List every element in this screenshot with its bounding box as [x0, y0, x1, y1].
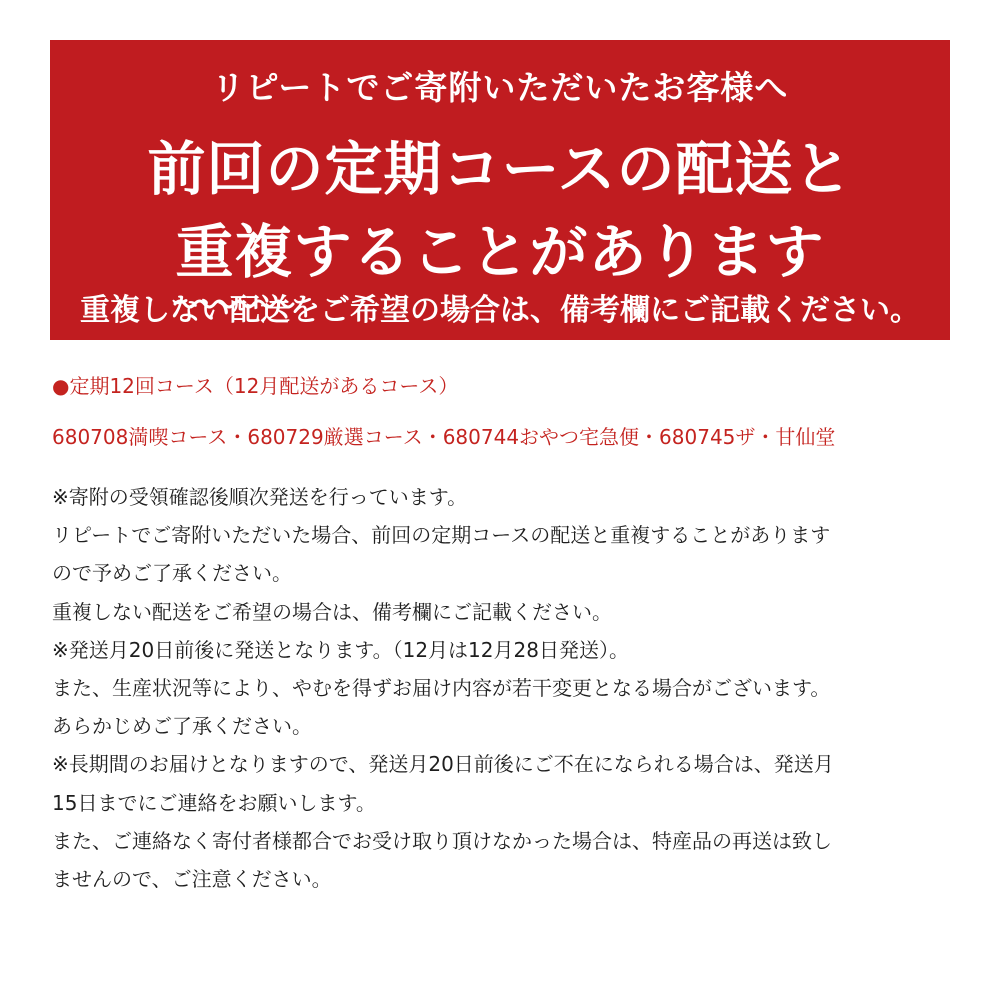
- note-line: あらかじめご了承ください。: [52, 714, 312, 739]
- banner-request: 重複しない配送をご希望の場合は、備考欄にご記載ください。: [80, 293, 920, 328]
- course-list: 680708満喫コース・680729厳選コース・680744おやつ宅急便・680745ザ・甘仙堂: [52, 425, 836, 449]
- headline-line2-rest: することがあります: [293, 218, 825, 286]
- banner-headline-line1: 前回の定期コースの配送と: [147, 135, 853, 203]
- note-line: リピートでご寄附いただいた場合、前回の定期コースの配送と重複することがあります: [52, 523, 831, 548]
- note-line: 重複しない配送をご希望の場合は、備考欄にご記載ください。: [52, 599, 612, 624]
- banner-headline-line2: [50, 205, 950, 289]
- notes-list: [52, 478, 962, 898]
- note-line: ※寄附の受領確認後順次発送を行っています。: [52, 485, 468, 509]
- notice-banner: [50, 40, 950, 340]
- banner-intro: リピートでご寄附いただいたお客様へ: [211, 68, 789, 107]
- course-title: ●定期12回コース（12月配送があるコース）: [52, 374, 459, 398]
- headline-emphasis: [175, 205, 293, 289]
- note-line: ※発送月20日前後に発送となります。（12月は12月28日発送）。: [52, 637, 629, 662]
- note-line: ※長期間のお届けとなりますので、発送月20日前後にご不在になられる場合は、発送月: [52, 752, 834, 777]
- note-line: ませんので、ご注意ください。: [52, 866, 332, 891]
- note-line: ので予めご了承ください。: [52, 561, 292, 586]
- note-line: また、生産状況等により、やむを得ずお届け内容が若干変更となる場合がございます。: [52, 675, 831, 700]
- note-line: また、ご連絡なく寄付者様都合でお受け取り頂けなかった場合は、特産品の再送は致し: [52, 828, 832, 853]
- headline-emphasis-text: 重複: [175, 218, 294, 286]
- note-line: 15日までにご連絡をお願いします。: [52, 790, 376, 815]
